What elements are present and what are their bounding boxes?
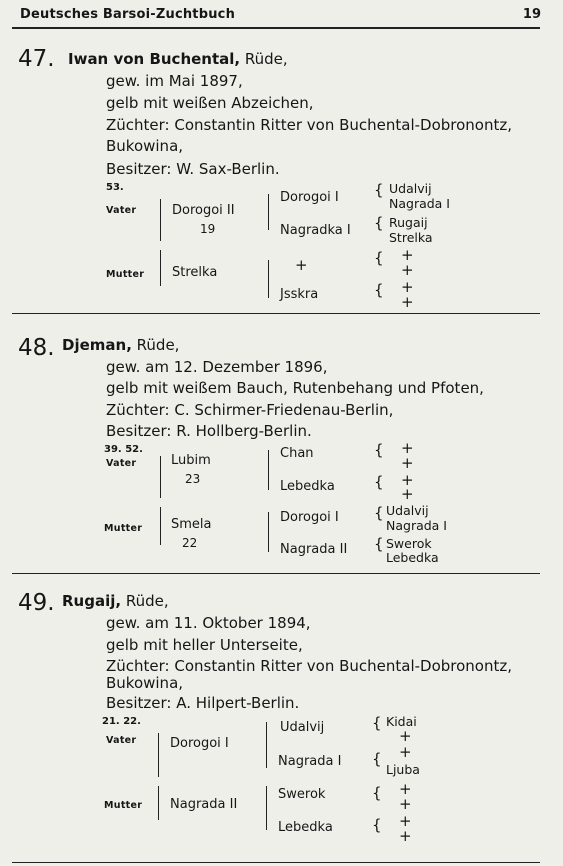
ggp-brace-4: { [374,281,384,299]
dog-sex: Rüde, [131,336,180,354]
ggp-brace-2: { [374,473,384,491]
great-grandparent: Nagrada I [386,518,447,533]
unknown-ancestor-cross: + [399,795,412,813]
unknown-ancestor-cross: + [401,454,414,472]
dog-name-line [68,50,288,68]
grandsire-1: Chan [280,446,314,461]
father-name: Dorogoi I [170,736,229,751]
vater-label: Vater [106,205,137,216]
great-grandparent: Udalvij [386,503,429,518]
ggp-brace-1: { [372,714,382,732]
entry-separator [12,313,540,314]
father-number: 19 [200,222,216,236]
father-name: Dorogoi II [172,203,235,218]
mother-brace [160,250,161,286]
entry-number: 48. [18,335,55,361]
ggp-brace-3: { [374,504,384,522]
grandparents-brace-2 [268,260,269,298]
color-line: gelb mit heller Unterseite, [106,636,303,654]
granddam-2: Nagrada II [280,542,348,557]
unknown-ancestor-cross: + [401,293,414,311]
mutter-label: Mutter [104,800,143,811]
ggp-brace-1: { [374,181,384,199]
breeder-place-line: Bukowina, [106,137,184,155]
great-grandparent: Kidai [386,714,417,729]
grandsire-2: + [295,256,308,274]
great-grandparent: Udalvij [389,181,432,196]
grandsire-1: Dorogoi I [280,190,339,205]
grandparents-brace-2 [268,512,269,552]
unknown-ancestor-cross: + [399,727,412,745]
great-grandparent: Nagrada I [389,196,450,211]
reference-numbers: 53. [106,182,124,193]
mother-number: 22 [182,536,198,550]
unknown-ancestor-cross: + [399,743,412,761]
reference-numbers: 21. 22. [102,716,141,727]
unknown-ancestor-cross: + [401,471,414,489]
entry-separator [12,862,540,863]
color-line: gelb mit weißem Bauch, Rutenbehang und Pfoten, [106,379,484,397]
mother-brace [158,786,159,820]
father-brace [158,733,159,777]
unknown-ancestor-cross: + [399,780,412,798]
grandparents-brace-2 [266,786,267,830]
grandparents-brace-1 [268,450,269,490]
vater-label: Vater [106,735,137,746]
ggp-brace-1: { [374,441,384,459]
dog-name-line [62,592,169,610]
header-rule [12,27,540,29]
unknown-ancestor-cross: + [399,827,412,845]
unknown-ancestor-cross: + [401,439,414,457]
great-grandparent: Ljuba [386,762,420,777]
great-grandparent: Lebedka [386,550,439,565]
entry-separator [12,573,540,574]
owner-line: Besitzer: W. Sax-Berlin. [106,160,280,178]
ggp-brace-4: { [374,535,384,553]
great-grandparent: Swerok [386,536,432,551]
grandsire-2: Swerok [278,787,326,802]
father-number: 23 [185,472,201,486]
vater-label: Vater [106,458,137,469]
breeder-line: Züchter: C. Schirmer-Friedenau-Berlin, [106,401,394,419]
dog-sex: Rüde, [121,592,169,610]
unknown-ancestor-cross: + [399,812,412,830]
grandsire-1: Udalvij [280,720,325,735]
dog-name: Djeman, [62,336,132,354]
color-line: gelb mit weißen Abzeichen, [106,94,314,112]
birth-line: gew. am 12. Dezember 1896, [106,358,328,376]
mother-name: Smela [171,517,212,532]
great-grandparent: Rugaij [389,215,428,230]
grandsire-2: Dorogoi I [280,510,339,525]
owner-line: Besitzer: A. Hilpert-Berlin. [106,694,300,712]
reference-numbers: 39. 52. [104,444,143,455]
unknown-ancestor-cross: + [401,278,414,296]
mother-name: Strelka [172,265,218,280]
great-grandparent: Strelka [389,230,433,245]
mother-name: Nagrada II [170,797,238,812]
birth-line: gew. im Mai 1897, [106,72,243,90]
unknown-ancestor-cross: + [401,485,414,503]
dog-name: Iwan von Buchental, [68,50,241,68]
dog-sex: Rüde, [240,50,288,68]
breeder-place-line: Bukowina, [106,674,184,692]
mother-brace [160,507,161,545]
father-brace [160,456,161,498]
entry-number: 47. [18,46,55,72]
running-header-title: Deutsches Barsoi-Zuchtbuch [20,7,236,22]
unknown-ancestor-cross: + [401,261,414,279]
granddam-2: Lebedka [278,820,333,835]
breeder-line: Züchter: Constantin Ritter von Buchental-Dobronontz, [106,657,513,675]
birth-line: gew. am 11. Oktober 1894, [106,614,311,632]
granddam-2: Jsskra [280,287,319,302]
grandparents-brace-1 [266,722,267,768]
unknown-ancestor-cross: + [401,246,414,264]
ggp-brace-4: { [372,816,382,834]
ggp-brace-3: { [372,784,382,802]
granddam-1: Lebedka [280,479,335,494]
entry-number: 49. [18,590,55,616]
ggp-brace-3: { [374,249,384,267]
dog-name: Rugaij, [62,592,122,610]
grandparents-brace-1 [268,194,269,230]
page-number: 19 [522,7,541,22]
breeder-line: Züchter: Constantin Ritter von Buchental-Dobronontz, [106,116,513,134]
granddam-1: Nagrada I [278,754,342,769]
owner-line: Besitzer: R. Hollberg-Berlin. [106,422,312,440]
ggp-brace-2: { [372,750,382,768]
father-brace [160,199,161,241]
father-name: Lubim [171,453,211,468]
granddam-1: Nagradka I [280,223,351,238]
dog-name-line [62,336,179,354]
mutter-label: Mutter [104,523,143,534]
ggp-brace-2: { [374,214,384,232]
mutter-label: Mutter [106,269,145,280]
